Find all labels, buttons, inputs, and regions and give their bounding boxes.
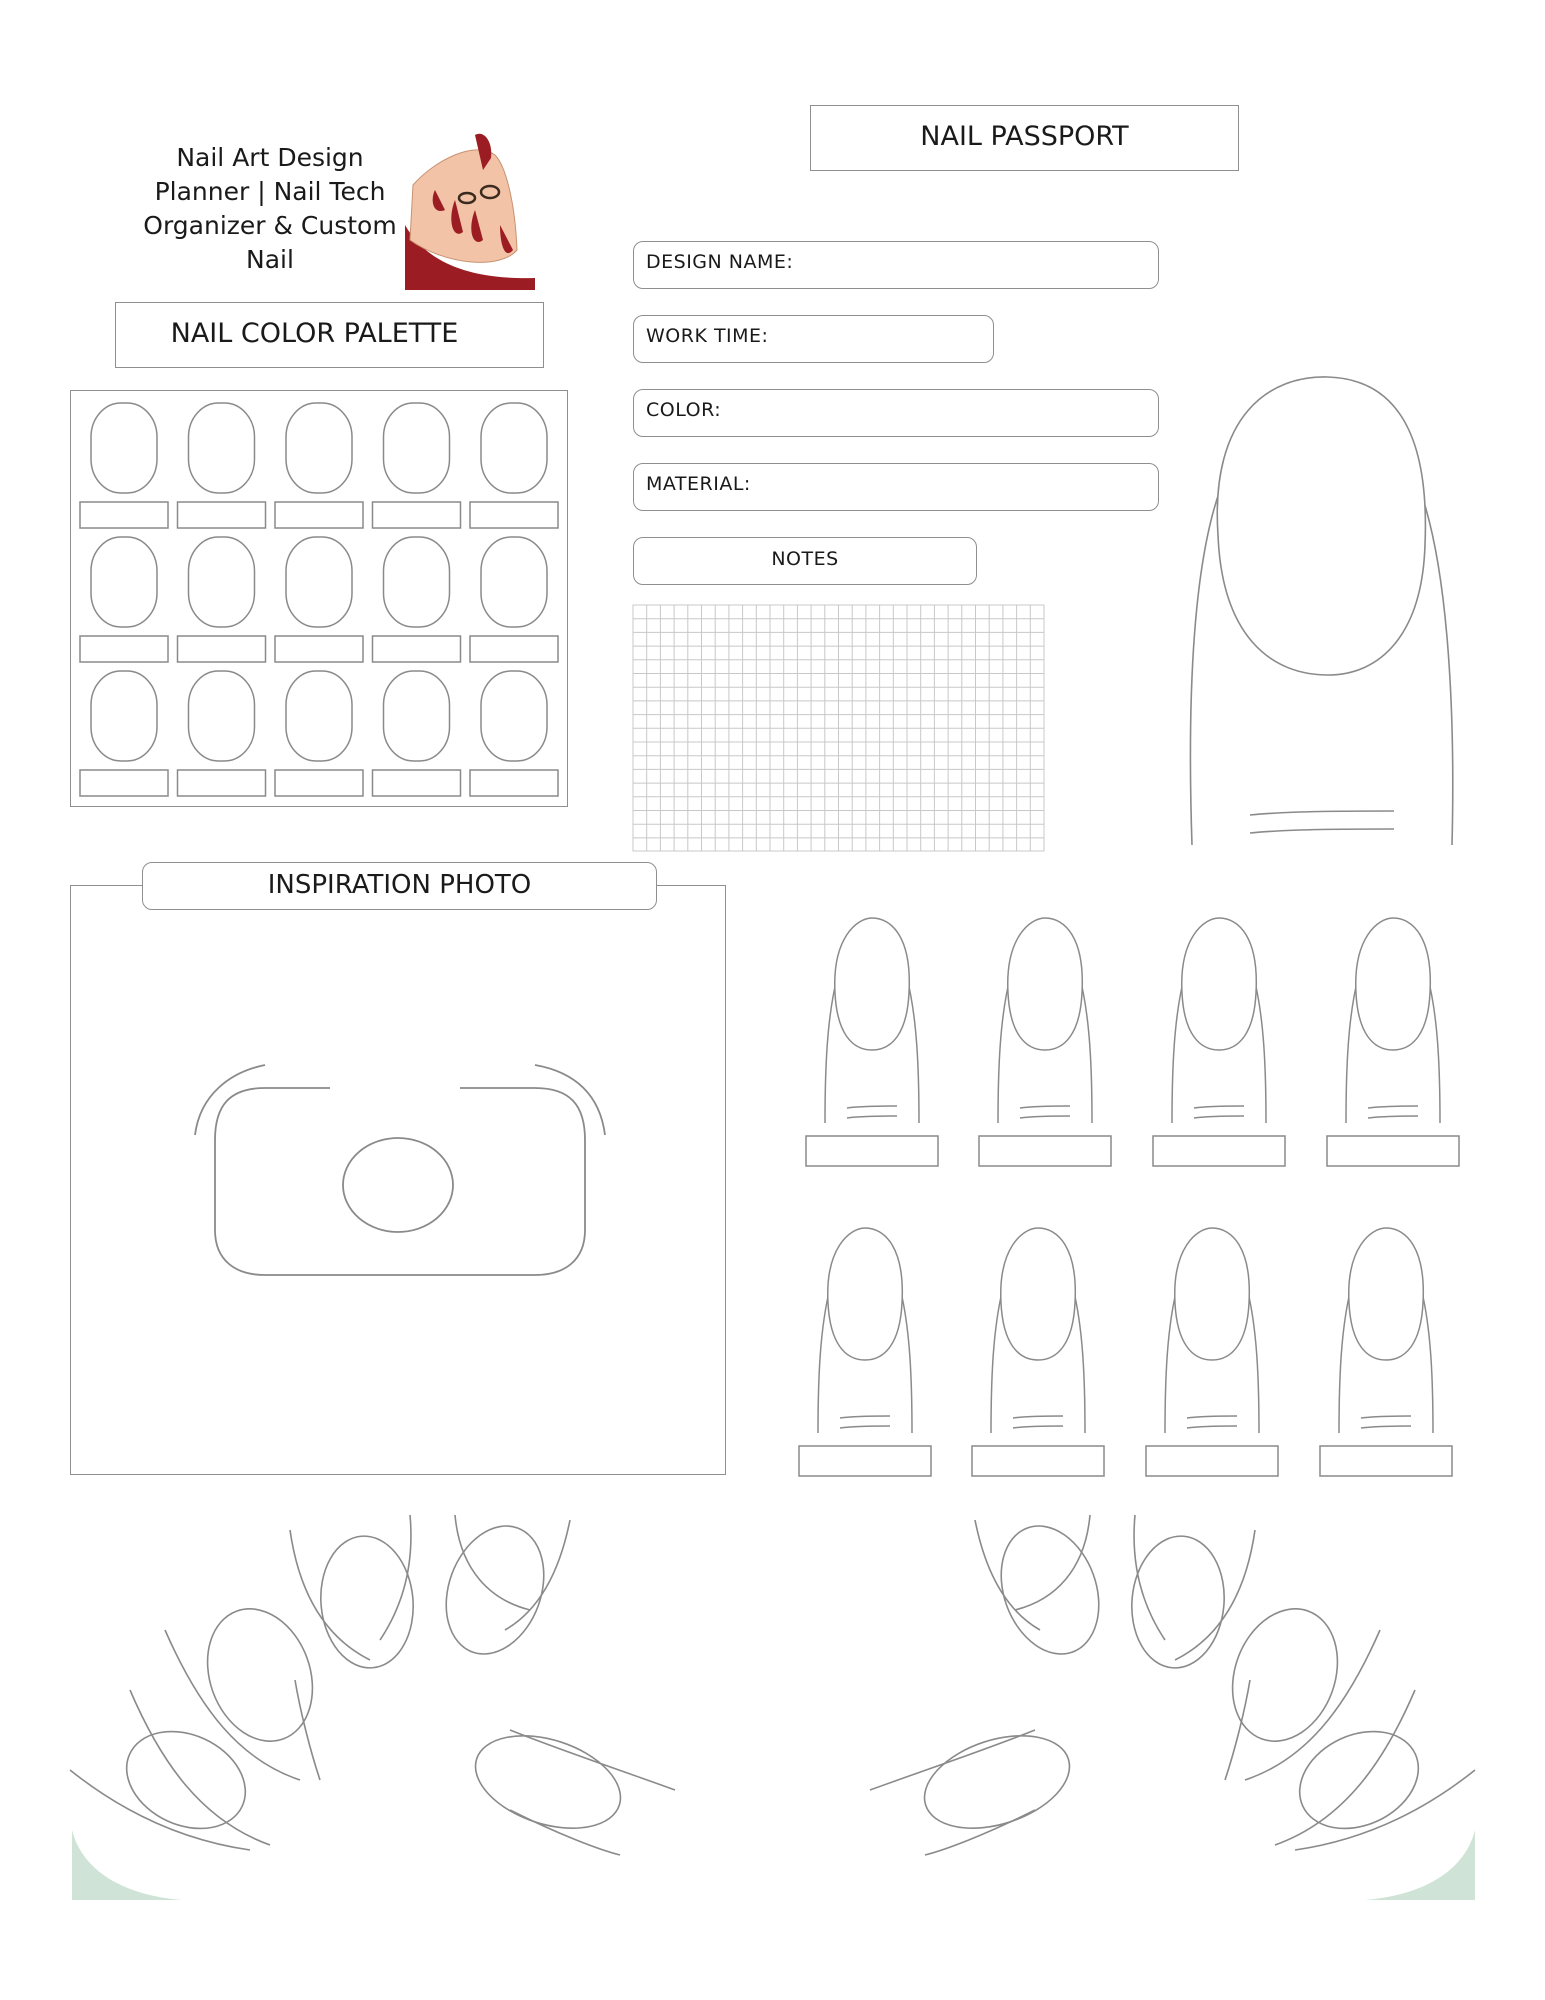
finger-template[interactable]: [1320, 1228, 1452, 1476]
corner-decoration-right: [1365, 1830, 1475, 1900]
color-label: COLOR:: [646, 399, 722, 421]
finger-label-box[interactable]: [806, 1136, 938, 1166]
notes-label: NOTES: [771, 548, 839, 570]
finger-label-box[interactable]: [972, 1446, 1104, 1476]
finger-label-box[interactable]: [1146, 1446, 1278, 1476]
work-time-label: WORK TIME:: [646, 325, 769, 347]
inspiration-title: INSPIRATION PHOTO: [267, 870, 532, 900]
finger-label-box[interactable]: [1320, 1446, 1452, 1476]
design-name-label: DESIGN NAME:: [646, 251, 794, 273]
finger-label-box[interactable]: [979, 1136, 1111, 1166]
logo-title: Nail Art Design Planner | Nail Tech Organizer & Custom Nail: [143, 143, 397, 274]
passport-title: NAIL PASSPORT: [920, 121, 1129, 152]
finger-label-box[interactable]: [799, 1446, 931, 1476]
right-hand-nail-outlines[interactable]: [845, 1490, 1485, 1870]
left-hand-nail-outlines[interactable]: [60, 1490, 700, 1870]
finger-template[interactable]: [1146, 1228, 1278, 1476]
finger-label-box[interactable]: [1327, 1136, 1459, 1166]
finger-template[interactable]: [1153, 918, 1285, 1166]
corner-decoration-left: [72, 1830, 182, 1900]
material-label: MATERIAL:: [646, 473, 751, 495]
finger-label-box[interactable]: [1153, 1136, 1285, 1166]
finger-template[interactable]: [806, 918, 938, 1166]
finger-template[interactable]: [972, 1228, 1104, 1476]
finger-template[interactable]: [799, 1228, 931, 1476]
palette-title: NAIL COLOR PALETTE: [170, 318, 459, 349]
finger-template[interactable]: [1327, 918, 1459, 1166]
finger-template[interactable]: [979, 918, 1111, 1166]
